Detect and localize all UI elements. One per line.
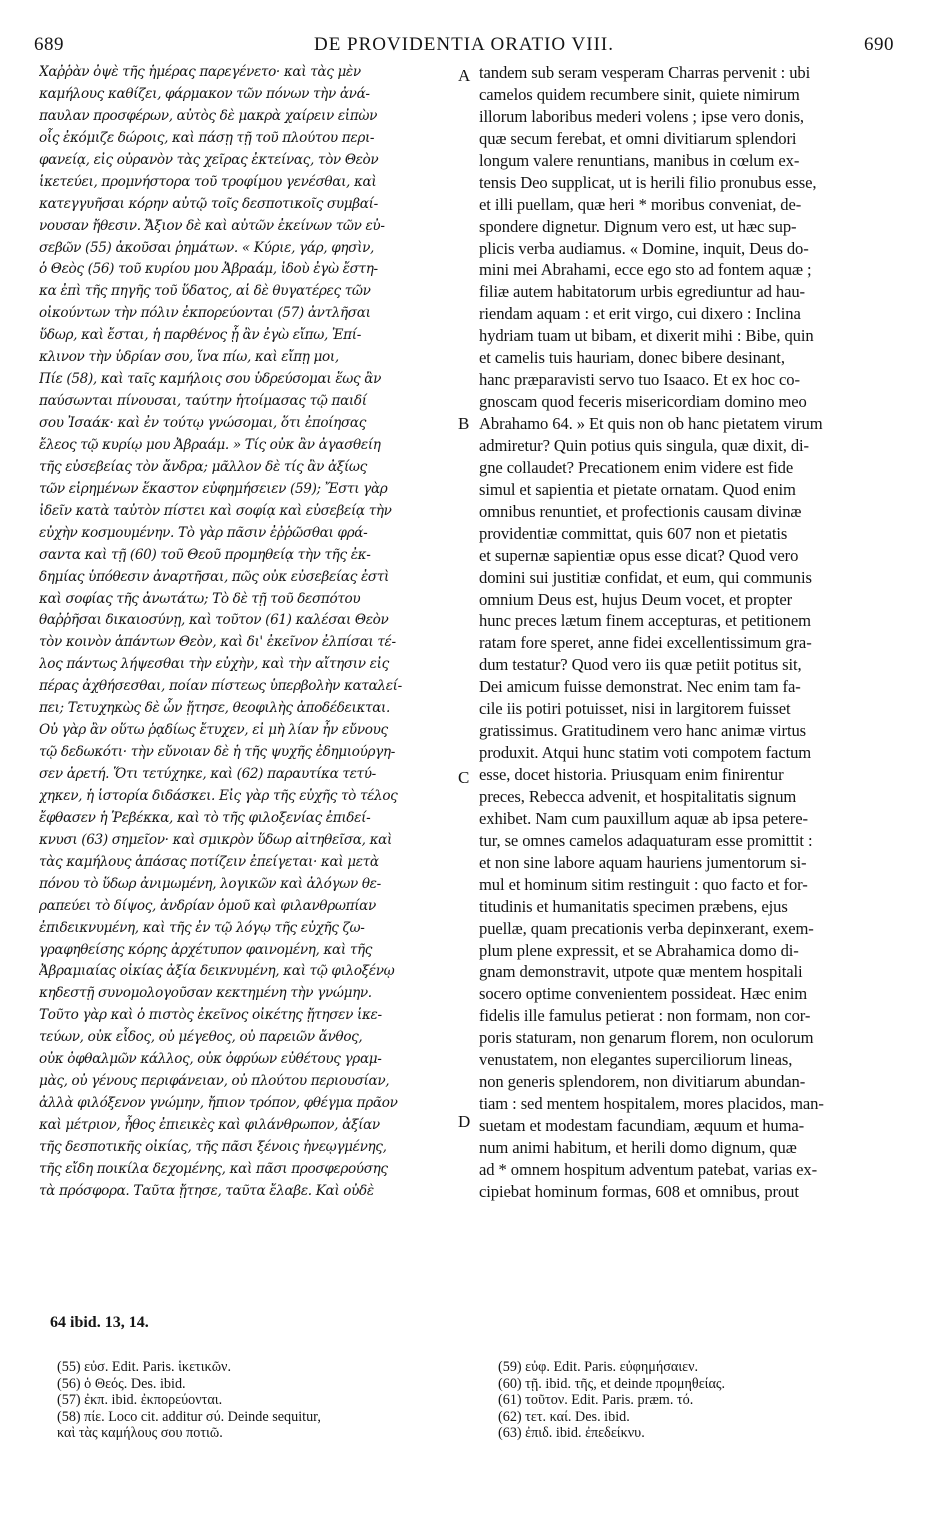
greek-text-line: τὸν κοινὸν ἁπάντων Θεὸν, καὶ δι' ἐκεῖνον ἐλπίσαι τέ-: [39, 634, 396, 651]
notes-left-column: [57, 1359, 457, 1442]
latin-text-line: poris staturam, non genarum florem, non oculorum: [479, 1028, 814, 1048]
latin-text-line: mul et hominum sitim restinguit : quo facto et for-: [479, 874, 808, 894]
latin-text-line: ad * omnem hospitum adventum patebat, varias ex-: [479, 1159, 818, 1179]
footnote-line: (60) τῇ. ibid. τῆς, et deinde προμηθείας.: [498, 1375, 726, 1392]
latin-text-line: gratissimus. Gratitudinem vero hanc animæ virtus: [479, 721, 807, 741]
greek-text-line: καμήλους καθίζει, φάρμακον τῶν πόνων τὴν ἀνά-: [39, 85, 370, 102]
footnote-line: (62) τετ. καί. Des. ibid.: [498, 1408, 630, 1425]
latin-text-line: et non sine labore aquam hauriens jumentorum si-: [479, 852, 807, 872]
latin-text-line: cipiebat hominum formas, 608 et omnibus, prout: [479, 1181, 799, 1201]
greek-text-line: εὐχὴν κοσμουμένην. Τὸ γὰρ πᾶσιν ἐῤῥῶσθαι φρά-: [39, 524, 368, 541]
latin-text-line: tiam : sed mentem hospitalem, mores placidos, man-: [479, 1094, 824, 1114]
latin-text-line: non generis splendorem, non divitiarum abundan-: [479, 1072, 806, 1092]
latin-text-line: et illi puellam, quæ heri * moribus conveniat, de-: [479, 194, 802, 214]
greek-text-line: πόνου τὸ ὕδωρ ἀνιμωμένη, λογικῶν καὶ ἀλόγων θε-: [39, 875, 381, 892]
latin-text-line: gnam demonstravit, utpote quæ mentem hospitali: [479, 962, 803, 982]
latin-text-line: Dei amicum fuisse demonstrat. Nec enim tam fa-: [479, 677, 801, 697]
greek-text-line: χηκεν, ἡ ἱστορία διδάσκει. Εἰς γὰρ τῆς εὐχῆς τὸ τέλος: [39, 787, 398, 804]
greek-text-line: παύσωνται πίνουσαι, ταύτην ἡτοίμασας τῷ παιδί: [39, 393, 367, 410]
latin-text-line: cile iis potiri potuisset, nisi in largitorem fuisset: [479, 699, 791, 719]
latin-text-line: produxit. Atqui hunc statim voti compotem factum: [479, 743, 812, 763]
latin-text-line: preces, Rebecca advenit, et hospitalitatis signum: [479, 786, 797, 806]
latin-text-line: plicis verba audiamus. « Domine, inquit, Deus do-: [479, 238, 809, 258]
greek-text-line: νουσαν ἤθεσιν. Ἄξιον δὲ καὶ αὐτῶν ἐκείνων τῶν εὐ-: [39, 217, 385, 234]
footnote-line: (59) εὐφ. Edit. Paris. εὐφημήσαιεν.: [498, 1359, 699, 1375]
latin-text-line: spondere dignetur. Dignum vero est, ut hæc sup-: [479, 216, 797, 236]
greek-text-line: τῆς δεσποτικῆς οἰκίας, τῆς πᾶσι ξένοις ἠνεῳγμένης,: [39, 1138, 387, 1155]
greek-text-line: δημίας ὑπόθεσιν ἀναρτῆσαι, πῶς οὐκ εὐσεβείας ἐστὶ: [39, 568, 390, 585]
greek-text-line: οἷς ἐκόμιζε δώροις, καὶ πάσῃ τῇ τοῦ πλούτου περι-: [39, 129, 375, 146]
latin-text-line: puellæ, quam precationis verba depinxerant, exem-: [479, 918, 814, 938]
latin-column: [479, 62, 894, 1203]
greek-text-line: γραφηθείσης κόρης ἀρχέτυπον φαινομένη, καὶ τῆς: [39, 941, 373, 958]
greek-text-line: ὕδωρ, καὶ ἔσται, ἡ παρθένος ᾗ ἂν ἐγὼ εἴπω, Ἐπί-: [39, 327, 361, 344]
latin-text-line: hanc præparavisti servo tuo Isaaco. Et ex hoc co-: [479, 370, 800, 390]
latin-text-line: suetam et modestam facundiam, æquum et huma-: [479, 1116, 805, 1135]
greek-text-line: σεν ἀρετή. Ὅτι τετύχηκε, καὶ (62) παραυτίκα τετύ-: [39, 766, 376, 782]
footnote-line: (63) ἐπιδ. ibid. ἐπεδείκνυ.: [498, 1425, 645, 1441]
latin-text-line: admiretur? Quin potius quis singula, quæ dixit, di-: [479, 435, 809, 455]
greek-text-line: ἰδεῖν κατὰ ταὐτὸν πίστει καὶ σοφίᾳ καὶ εὐσεβείᾳ τὴν: [39, 502, 392, 519]
greek-text-line: τῶν εἰρημένων ἕκαστον εὐφημήσειεν (59); Ἔστι γὰρ: [39, 480, 388, 497]
greek-text-line: μὰς, οὐ γένους περιφάνειαν, οὐ πλούτου περιουσίαν,: [39, 1073, 390, 1090]
greek-text-line: πει; Τετυχηκὼς δὲ ὧν ᾔτησε, θεοφιλὴς ἀποδέδεικται.: [39, 700, 390, 717]
greek-text-line: ἐπιδεικνυμένη, καὶ τῆς ἐν τῷ λόγῳ τῆς εὐχῆς ζω-: [39, 919, 365, 936]
greek-text-line: τῷ δεδωκότι· τὴν εὔνοιαν δὲ ἡ τῆς ψυχῆς ἐδημιούργη-: [39, 744, 395, 761]
greek-text-line: Χαῤῥὰν ὀψὲ τῆς ἡμέρας παρεγένετο· καὶ τὰς μὲν: [39, 64, 361, 80]
greek-text-line: κλινον τὴν ὑδρίαν σου, ἵνα πίω, καὶ εἴπῃ μοι,: [39, 349, 339, 366]
footnote-line: (58) πίε. Loco cit. additur σύ. Deinde sequitur,: [57, 1408, 321, 1425]
greek-text-line: τεύων, οὐκ εἶδος, οὐ μέγεθος, οὐ παρειῶν ἄνθος,: [39, 1029, 363, 1046]
page-number-left: 689: [34, 34, 64, 55]
greek-text-line: Ἀβραμιαίας οἰκίας ἀξία δεικνυμένη, καὶ τῷ φιλοξένῳ: [39, 963, 395, 980]
latin-text-line: quæ secum ferebat, et omni divitiarum splendori: [479, 128, 797, 148]
latin-text-line: hydriam tuam ut bibam, et dixerit mihi : Bibe, quin: [479, 326, 814, 346]
latin-text-line: tensis Deo supplicat, ut is herili filio pronubus esse,: [479, 172, 817, 192]
latin-text-line: socero optime convenientem possideat. Hæc enim: [479, 984, 808, 1004]
footnote-line: (61) τοῦτον. Edit. Paris. præm. τό.: [498, 1392, 694, 1408]
latin-text-line: riendam aquam : et erit virgo, cui dixero : Inclina: [479, 304, 801, 324]
greek-text-line: ἀλλὰ φιλόξενον γνώμην, ἤπιον τρόπον, φθέγμα πρᾶον: [39, 1095, 398, 1112]
margin-letter-a: A: [458, 66, 471, 85]
latin-text-line: exhibet. Nam cum pauxillum aquæ ab ipsa petere-: [479, 808, 808, 828]
notes-right-column: [498, 1359, 898, 1442]
latin-text-line: camelos quidem recumbere sinit, quiete nimirum: [479, 84, 800, 104]
footnote-reference: 64 ibid. 13, 14.: [50, 1314, 149, 1331]
footnote-line: (56) ὁ Θεός. Des. ibid.: [57, 1375, 186, 1392]
greek-text-line: σου Ἰσαάκ· καὶ ἐν τούτῳ γνώσομαι, ὅτι ἐποίησας: [39, 415, 366, 431]
margin-letter-c: C: [458, 768, 470, 787]
greek-text-line: Οὐ γὰρ ἂν οὕτω ῥᾳδίως ἔτυχεν, εἰ μὴ λίαν ἦν εὔνους: [39, 722, 388, 739]
greek-text-line: σαντα καὶ τῇ (60) τοῦ Θεοῦ προμηθείᾳ τὴν τῆς ἐκ-: [39, 546, 371, 563]
latin-text-line: et camelis tuis hauriam, donec bibere desinant,: [479, 348, 785, 368]
greek-text-line: ἔλεος τῷ κυρίῳ μου Ἀβραάμ. » Τίς οὐκ ἂν ἀγασθείη: [39, 436, 381, 453]
latin-text-line: ratam fore speret, anne fidei excellentissimum gra-: [479, 633, 812, 653]
latin-text-line: omnibus renuntiet, et profectionis causam divinæ: [479, 501, 802, 521]
greek-text-line: κατεγγυῆσαι κόρην αὐτῷ τοῖς δεσποτικοῖς συμβαί-: [39, 195, 378, 212]
footnote-line: καὶ τὰς καμήλους σου ποτιῶ.: [57, 1425, 223, 1441]
latin-text-line: simul et sapientia et pietate ornatam. Quod enim: [479, 479, 796, 499]
latin-text-line: mini mei Abrahami, ecce ego sto ad fontem aquæ ;: [479, 260, 812, 280]
latin-text-line: esse, docet historia. Priusquam enim finirentur: [479, 765, 784, 784]
latin-text-line: longum valere renuntians, manibus in cœlum ex-: [479, 150, 800, 170]
latin-text-line: et supernæ sapientiæ opus esse dicat? Quod vero: [479, 545, 799, 565]
footnote-line: (57) ἐκπ. ibid. ἐκπορεύονται.: [57, 1392, 223, 1408]
footnote-line: (55) εὐσ. Edit. Paris. ἱκετικῶν.: [57, 1359, 232, 1375]
greek-text-line: τὰς καμήλους ἁπάσας ποτίζειν ἐπείγεται· καὶ μετὰ: [39, 853, 379, 870]
greek-text-line: ραπεύει τὸ δίψος, ἀνδρίαν ὁμοῦ καὶ φιλανθρωπίαν: [39, 897, 376, 914]
latin-text-line: gnoscam quod feceris misericordiam domino meo: [479, 392, 807, 412]
margin-letter-b: B: [458, 414, 470, 433]
greek-text-line: τῆς εἴδη ποικίλα δεχομένης, καὶ πᾶσι προσφερούσης: [39, 1160, 388, 1177]
greek-text-line: τῆς εὐσεβείας τὸν ἄνδρα; μᾶλλον δὲ τίς ἂν ἀξίως: [39, 458, 367, 475]
latin-text-line: providentiæ committat, quis 607 non et pietatis: [479, 523, 788, 543]
latin-text-line: dum testatur? Quod vero iis quæ petiit potitus sit,: [479, 655, 802, 675]
greek-text-line: καὶ μέτριον, ἦθος ἐπιεικὲς καὶ φιλάνθρωπον, ἀξίαν: [39, 1117, 380, 1133]
latin-text-line: titudinis et humanitatis specimen præbens, ejus: [479, 896, 788, 916]
latin-text-line: Abrahamo 64. » Et quis non ob hanc pietatem virum: [479, 414, 823, 433]
latin-text-line: fidelis ille famulus petierat : non formam, non cor-: [479, 1006, 811, 1026]
page-number-right: 690: [864, 34, 894, 55]
greek-text-line: Πίε (58), καὶ ταῖς καμήλοις σου ὑδρεύσομαι ἕως ἂν: [39, 371, 381, 388]
greek-text-line: καὶ σοφίας τῆς ἀνωτάτω; Τὸ δὲ τῇ τοῦ δεσπότου: [39, 590, 361, 607]
greek-text-line: φανείᾳ, εἰς οὐρανὸν τὰς χεῖρας ἐκτείνας, τὸν Θεὸν: [39, 151, 379, 168]
greek-text-line: οὐκ ὀφθαλμῶν κάλλος, οὐκ ὀφρύων εὐθέτους γραμ-: [39, 1051, 382, 1068]
latin-text-line: venustatem, non elegantes superciliorum lineas,: [479, 1050, 793, 1070]
greek-text-line: ὁ Θεὸς (56) τοῦ κυρίου μου Ἀβραάμ, ἰδοὺ ἐγὼ ἔστη-: [39, 261, 378, 278]
greek-text-line: σεβῶν (55) ἀκοῦσαι ῥημάτων. « Κύριε, γάρ, φησὶν,: [39, 239, 374, 256]
greek-text-line: κα ἐπὶ τῆς πηγῆς τοῦ ὕδατος, αἱ δὲ θυγατέρες τῶν: [39, 283, 371, 300]
latin-text-line: domini sui justitiæ confidat, et eum, qui communis: [479, 567, 812, 587]
latin-text-line: tandem sub seram vesperam Charras pervenit : ubi: [479, 63, 811, 82]
greek-text-line: κηδεστῇ συνομολογοῦσαν κεκτημένη τὴν γνώμην.: [39, 985, 372, 1002]
running-header: [34, 34, 894, 56]
greek-text-line: παυλαν προσφέρων, αὐτὸς δὲ μακρὰ χαίρειν εἰπὼν: [39, 107, 378, 124]
greek-text-line: Τοῦτο γὰρ καὶ ὁ πιστὸς ἐκεῖνος οἰκέτης ᾔτησεν ἱκε-: [39, 1007, 382, 1024]
greek-text-line: κνυσι (63) σημεῖον· καὶ σμικρὸν ὕδωρ αἰτηθεῖσα, καὶ: [39, 831, 392, 848]
latin-text-line: illorum laboribus mederi volens ; ipse vero donis,: [479, 106, 804, 126]
greek-text-line: λος πάντως λήψεσθαι τὴν εὐχὴν, καὶ τὴν αἴτησιν εἰς: [39, 656, 389, 673]
greek-text-line: θαῤῥῆσαι δικαιοσύνῃ, καὶ τοῦτον (61) καλέσαι Θεὸν: [39, 612, 389, 629]
greek-column: [39, 62, 457, 1203]
greek-text-line: οἰκούντων τὴν πόλιν ἐκπορεύονται (57) ἀντλῆσαι: [39, 305, 371, 322]
latin-text-line: omnium Deus est, hujus Deum vocet, et propter: [479, 589, 793, 609]
latin-text-line: filiæ autem habitatorum urbis egrediuntur ad hau-: [479, 282, 805, 302]
margin-letter-d: D: [458, 1112, 471, 1131]
running-title: DE PROVIDENTIA ORATIO VIII.: [313, 34, 614, 55]
greek-text-line: πέρας ἀχθήσεσθαι, ποίαν πίστεως ὑπερβολὴν καταλεί-: [39, 678, 402, 695]
latin-text-line: tur, se omnes camelos adaquaturam esse promittit :: [479, 830, 813, 850]
latin-text-line: gne collaudet? Precationem enim videre est fide: [479, 457, 794, 477]
greek-text-line: ἔφθασεν ἡ Ῥεβέκκα, καὶ τὸ τῆς φιλοξενίας ἐπιδεί-: [39, 809, 371, 826]
greek-text-line: τὰ πρόσφορα. Ταῦτα ᾔτησε, ταῦτα ἔλαβε. Καὶ οὐδὲ: [39, 1182, 374, 1199]
greek-text-line: ἱκετεύει, προμνήστορα τοῦ τροφίμου γενέσθαι, καὶ: [39, 173, 377, 190]
latin-text-line: hunc preces lætum finem accepturas, et petitionem: [479, 611, 811, 631]
latin-text-line: num animi habitum, et herili domo dignum, quæ: [479, 1137, 797, 1157]
latin-text-line: plum plene expressit, et se Abrahamica domo di-: [479, 940, 799, 960]
